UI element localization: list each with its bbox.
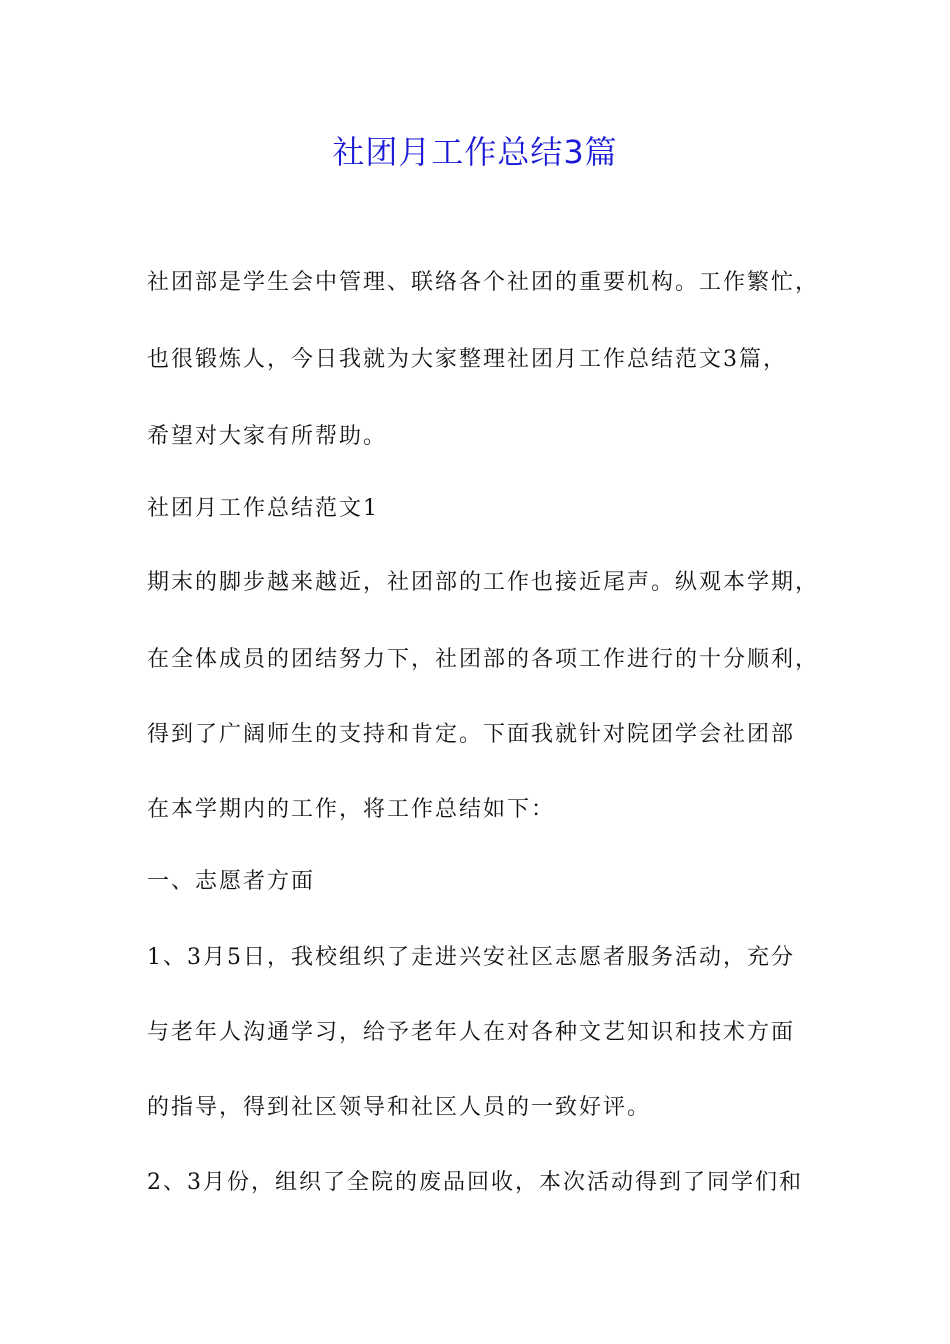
paragraph-line: 也很锻炼人，今日我就为大家整理社团月工作总结范文3篇， xyxy=(147,347,787,372)
paragraph-line: 与老年人沟通学习，给予老年人在对各种文艺知识和技术方面 xyxy=(147,1020,796,1045)
paragraph-line: 期末的脚步越来越近，社团部的工作也接近尾声。纵观本学期， xyxy=(147,570,820,595)
paragraph-line: 的指导，得到社区领导和社区人员的一致好评。 xyxy=(147,1095,652,1120)
paragraph-line: 1、3月5日，我校组织了走进兴安社区志愿者服务活动，充分 xyxy=(147,945,795,970)
section-heading: 一、志愿者方面 xyxy=(147,869,316,894)
section-heading: 社团月工作总结范文1 xyxy=(147,496,379,521)
paragraph-line: 得到了广阔师生的支持和肯定。下面我就针对院团学会社团部 xyxy=(147,722,796,747)
paragraph-line: 在本学期内的工作，将工作总结如下： xyxy=(147,797,556,822)
paragraph-line: 2、3月份，组织了全院的废品回收，本次活动得到了同学们和 xyxy=(147,1170,803,1195)
paragraph-line: 在全体成员的团结努力下，社团部的各项工作进行的十分顺利， xyxy=(147,647,820,672)
paragraph-line: 希望对大家有所帮助。 xyxy=(147,424,388,449)
document-title: 社团月工作总结3篇 xyxy=(332,133,618,171)
paragraph-line: 社团部是学生会中管理、联络各个社团的重要机构。工作繁忙， xyxy=(147,270,820,295)
